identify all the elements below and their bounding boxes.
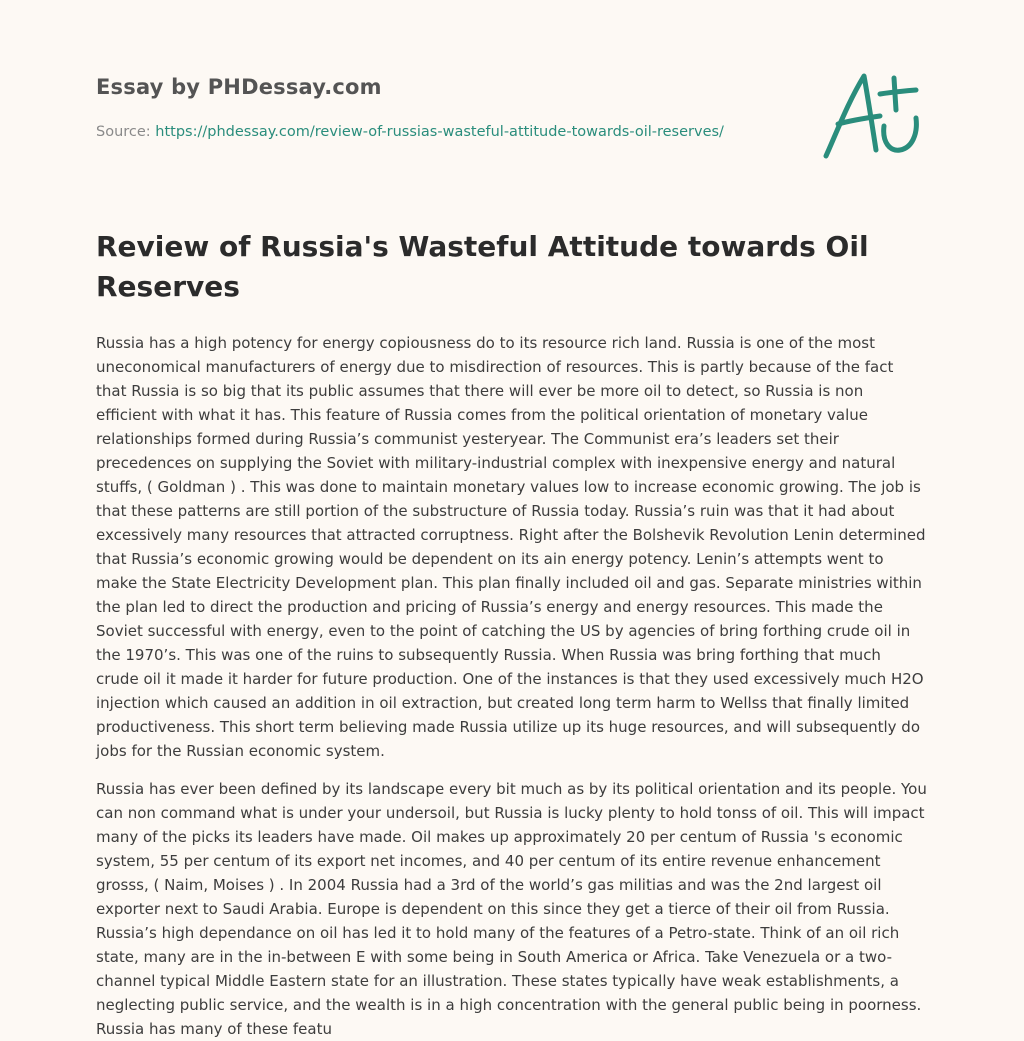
a-plus-logo-icon: [818, 64, 928, 164]
essay-title: Review of Russia's Wasteful Attitude towards Oil Reserves: [96, 230, 869, 303]
source-line: [96, 124, 724, 140]
essay-paragraph: Russia has ever been defined by its landscape every bit much as by its political orientation and its people. You can non command what is under your undersoil, but Russia is lucky plenty to hold tonss of oil. This will impact many of the picks its leaders have made. Oil makes up approximately 20 per centum of Russia 's economic system, 55 per centum of its export net incomes, and 40 per centum of its entire revenue enhancement grosss, ( Naim, Moises ) . In 2004 Russia had a 3rd of the world’s gas militias and was the 2nd largest oil exporter next to Saudi Arabia. Europe is dependent on this since they get a tierce of their oil from Russia. Russia’s high dependance on oil has led it to hold many of the features of a Petro-state. Think of an oil rich state, many are in the in-between E with some being in South America or Africa. Take Venezuela or a two-channel typical Middle Eastern state for an illustration. These states typically have weak establishments, a neglecting public service, and the wealth is in a high concentration with the general public being in poorness. Russia has many of these featu: [96, 780, 927, 1038]
source-link[interactable]: https://phdessay.com/review-of-russias-wasteful-attitude-towards-oil-reserves/: [155, 124, 724, 140]
essay-body: [96, 331, 928, 1041]
source-label: Source:: [96, 124, 151, 140]
site-title: Essay by PHDessay.com: [96, 75, 382, 99]
page-header: [96, 0, 928, 200]
essay-paragraph: Russia has a high potency for energy copiousness do to its resource rich land. Russia is one of the most uneconomical manufacturers of energy due to misdirection of resources. This is partly because of the fact that Russia is so big that its public assumes that there will ever be more oil to detect, so Russia is non efficient with what it has. This feature of Russia comes from the political orientation of monetary value relationships formed during Russia’s communist yesteryear. The Communist era’s leaders set their precedences on supplying the Soviet with military-industrial complex with inexpensive energy and natural stuffs, ( Goldman ) . This was done to maintain monetary values low to increase economic growing. The job is that these patterns are still portion of the substructure of Russia today. Russia’s ruin was that it had about excessively many resources that attracted corruptness. Right after the Bolshevik Revolution Lenin determined that Russia’s economic growing would be dependent on its ain energy potency. Lenin’s attempts went to make the State Electricity Development plan. This plan finally included oil and gas. Separate ministries within the plan led to direct the production and pricing of Russia’s energy and energy resources. This made the Soviet successful with energy, even to the point of catching the US by agencies of bring forthing crude oil in the 1970’s. This was one of the ruins to subsequently Russia. When Russia was bring forthing that much crude oil it made it harder for future production. One of the instances is that they used excessively much H2O injection which caused an addition in oil extraction, but created long term harm to Wellss that finally limited productiveness. This short term believing made Russia utilize up its huge resources, and will subsequently do jobs for the Russian economic system.: [96, 334, 926, 760]
